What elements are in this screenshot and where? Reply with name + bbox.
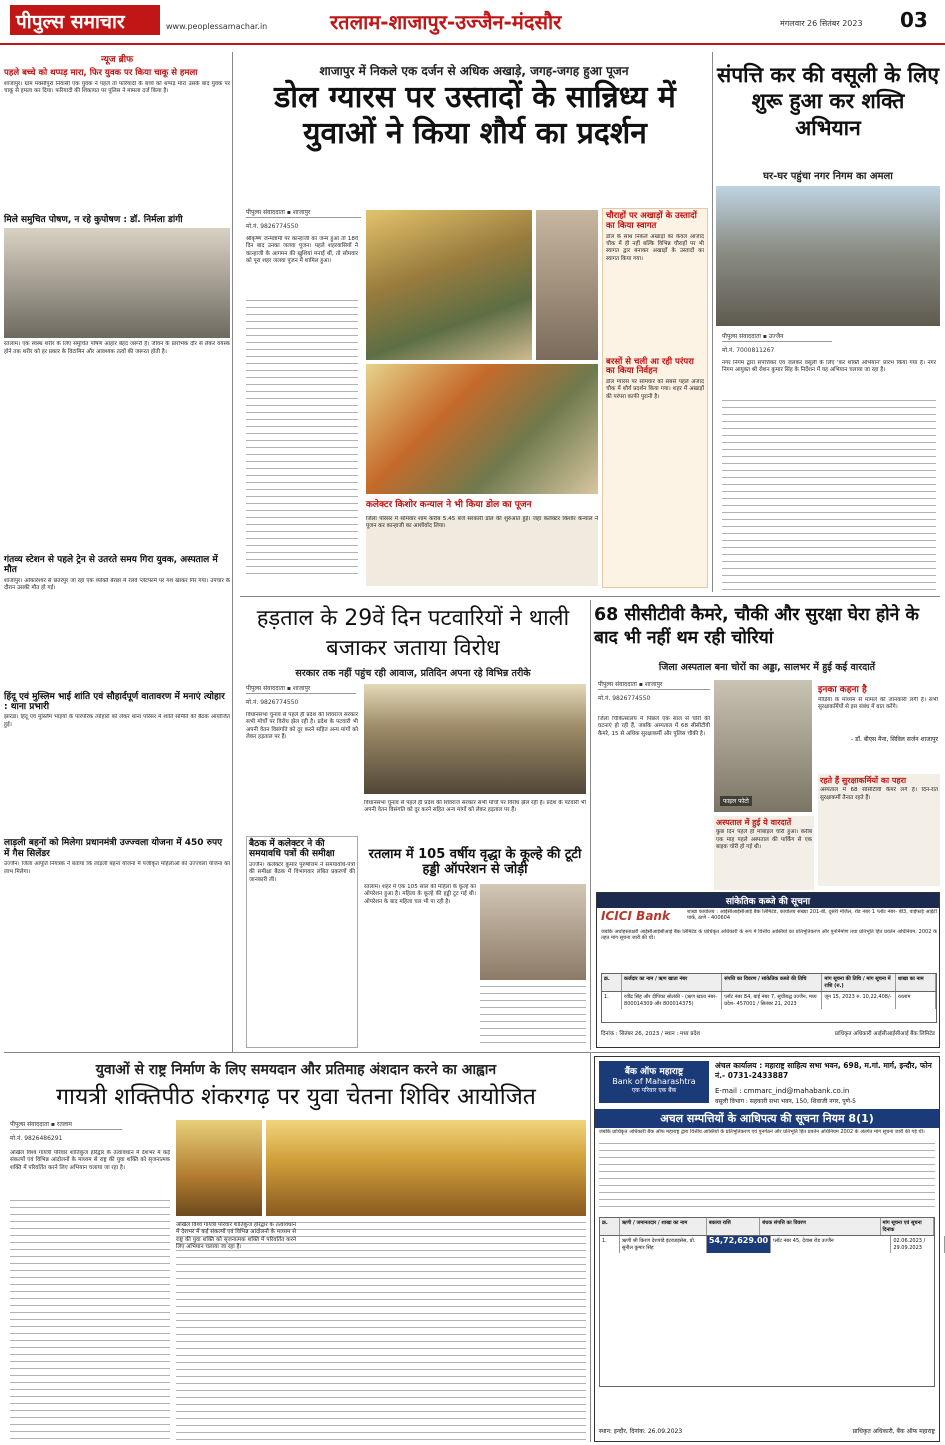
property-byline-name: पीपुल्स संवाददाता — [722, 333, 761, 340]
lead-body-lines — [246, 300, 358, 580]
bom-table-row — [600, 1236, 934, 1253]
bom-office: अंचल कार्यालय : महाराष्ट्र साहित्य सभा भवन, 698, म.गां. मार्ग, इन्दौर, फोन नं.- 0731-2433887 — [715, 1061, 932, 1080]
property-mobile: मो.नं. 7000811267 — [722, 347, 775, 354]
strike-body-2: विधानसभा चुनाव से पहले ही प्रदेश की शिवराज सरकार सभी मोर्चों पर विरोध झेल रही है। प्रदेश के पटवारी भी अपनी वेतन विसंगति को दूर करने सहित अन्य मांगों को लेकर हड़ताल पर हैं। — [364, 800, 586, 814]
bom-head-cell: ऋणी / जमानतदार / शाखा का नाम — [620, 1218, 707, 1235]
cctv-box-2 — [818, 774, 940, 886]
cctv-mobile: मो.नं. 9826774550 — [598, 695, 651, 702]
strike-box-text: उज्जैन। कलेक्टर कुमार पुरुषोत्तम ने समयावधि-पत्रों की समीक्षा बैठक में विभागवार लंबित प्रकरणों की जानकारी ली। — [249, 861, 355, 883]
lead-caption-text: जिला परिसर में सोमवार शाम करीब 5.45 बजे सरकारी डोल की शुरुआत हुई। जहां कलेक्टर किशोर कन्याल ने पूजन कर कान्हाजी का आशीर्वाद लिया। — [366, 516, 598, 586]
bom-head-cell: बंधक संपत्ति का विवरण — [760, 1218, 880, 1235]
property-body-lines — [722, 400, 936, 590]
icici-table-row — [602, 992, 936, 1009]
cctv-quote-text: मीडिया के माध्यम से मामले की जानकारी लगी है। सभी सुरक्षाकर्मियों से इस संबंध में बात करेंगे। — [818, 697, 938, 711]
icici-sign: प्राधिकृत अधिकारी आईसीआईसीआई बैंक लिमिटेड — [834, 1031, 935, 1037]
bom-notice — [594, 1056, 940, 1442]
property-byline: पीपुल्स संवाददाता ▪ उज्जैन — [722, 332, 832, 342]
icici-head-cell: कर्जदार का नाम / ऋण खाता नंबर — [622, 974, 722, 991]
cctv-box2-text: अस्पताल में 68 सीसीटीवी कैमरे लगे हैं। दिन-रात सुरक्षाकर्मी तैनात रहते हैं। — [820, 787, 938, 801]
cctv-box2-title: रहते हैं सुरक्षाकर्मियों का पहरा — [820, 776, 907, 785]
website-link[interactable]: www.peoplessamachar.in — [166, 22, 268, 31]
bom-row-cell: प्लॉट नंबर 45, देवास रोड उज्जैन — [771, 1236, 891, 1253]
cctv-box1-title: अस्पताल में हुई ये वारदातें — [716, 818, 792, 827]
icici-logo: ICICI Bank — [601, 909, 670, 923]
cctv-box-1 — [714, 816, 814, 890]
lead-caption: कलेक्टर किशोर कन्याल ने भी किया डोल का पूजन — [366, 500, 532, 510]
cctv-byline-name: पीपुल्स संवाददाता — [598, 681, 637, 688]
gayatri-byline-name: पीपुल्स संवाददाता — [10, 1121, 49, 1128]
icici-row-cell: रतलाम — [896, 992, 936, 1009]
gayatri-headline: गायत्री शक्तिपीठ शंकरगढ़ पर युवा चेतना शिविर आयोजित — [56, 1084, 536, 1110]
property-byline-city: उज्जैन — [768, 333, 784, 340]
lead-side2-title: बरसों से चली आ रही परंपरा का किया निर्वहन — [606, 356, 694, 377]
bom-table-header — [600, 1218, 934, 1236]
dol-photo-2 — [536, 210, 598, 360]
elderly-body-lines — [480, 986, 586, 1046]
lead-side1-title: चौराहों पर अखाड़ों के उस्तादों का किया स्वागत — [606, 211, 697, 231]
property-headline: संपत्ति कर की वसूली के लिए शुरू हुआ कर शक्ति अभियान — [717, 63, 939, 140]
bom-row-cell: 1. — [600, 1236, 620, 1253]
strike-sub: सरकार तक नहीं पहुंच रही आवाज, प्रतिदिन अपना रहे विभिन्न तरीके — [295, 668, 531, 679]
bom-sign: प्राधिकृत अधिकारी, बैंक ऑफ महाराष्ट्र — [852, 1428, 935, 1435]
strike-box-title: बैठक में कलेक्टर ने की समयावधि पत्रों की समीक्षा — [249, 839, 335, 860]
column-divider — [590, 600, 591, 1050]
news-brief-label: न्यूज ब्रीफ — [100, 55, 134, 65]
property-body: नगर निगम द्वारा संपत्तिकर एवं जलकर वसूली के लिए 'कर शक्ति अभियान' प्रारंभ किया गया है। नगर निगम आयुक्त श्री रोशन कुमार सिंह के निर्देशन में यह अभियान चलाया जा रहा है। — [722, 360, 936, 374]
gayatri-mobile: मो.नं. 9826486291 — [10, 1135, 63, 1142]
lead-byline-name: पीपुल्स संवाददाता — [246, 209, 285, 216]
column-divider — [712, 52, 713, 592]
bom-recovery: वसूली विभाग : सहकारी सभा भवन, 150, शिवाजी नगर, पुणे-5 — [715, 1098, 856, 1105]
brief-3-text: शाजापुर। ओंकारेश्वर से छतरपुर जा रहा एक व्यक्ति बेरछा में रेलवे प्लेटफार्म पर गश खाकर गिर गया। उपचार के दौरान उसकी मौत हो गई। — [4, 577, 230, 592]
edition-date: मंगलवार 26 सितंबर 2023 — [780, 19, 863, 28]
bom-row-cell: 54,72,629.00 — [707, 1236, 771, 1253]
section-divider — [240, 596, 940, 597]
brief-2-text: रतलाम। एक स्वस्थ शरीर के लिए समुचित पोषण आहार बेहद जरूरी है। जीवन के प्रारंभिक दौर से लेकर वयस्क होने तक शरीर को हर प्रकार के विटामिन और आवश्यक तत्वों की जरूरत होती है। — [4, 341, 230, 355]
strike-box — [246, 836, 358, 1048]
cctv-sub: जिला अस्पताल बना चोरों का अड्डा, सालभर में हुई कई वारदातें — [658, 662, 876, 673]
brand-logo: पीपुल्स समाचार — [10, 5, 160, 35]
lead-side2-text: डोल ग्यारस पर सोमवार को सबसे पहले अजाद चौक में शौर्य प्रदर्शन किया गया। शहर में अखाड़ों की परंपरा काफी पुरानी है। — [606, 379, 704, 400]
lead-body: श्रीकृष्ण जन्माष्टमी पर कान्हाजी का जन्म हुआ तो 18वें दिन बाद उनका जलवा पूजन। पहले शहरवासियों ने कान्हाजी के आगमन की खुशियां मनाईं थीं, तो सोमवार को पूरा शहर जलवा पूजन में शामिल हुआ। — [246, 236, 358, 265]
cctv-quote-title: इनका कहना है — [818, 685, 867, 695]
brief-5-title: लाड़ली बहनों को मिलेगा प्रधानमंत्री उज्ज्वला योजना में 450 रुपए में गैस सिलेंडर — [4, 838, 223, 859]
bom-row-cell: 02.06.2023 / 29.09.2023 — [891, 1236, 944, 1253]
icici-row-cell: रवींद्र सिंह और दीपिका सोलंकी - (ऋण खाता नंबर- 800014309 और 800014375) — [622, 992, 722, 1009]
strike-headline: हड़ताल के 29वें दिन पटवारियों ने थाली बजाकर जताया विरोध — [256, 606, 570, 661]
lead-side1-text: डोल के साथ निकले अखाड़ों का केवल आजाद चौक में ही नहीं बल्कि विभिन्न चौराहों पर भी स्वागत द्वार बनाकर अखाड़ों के उस्तादों का स्वागत किया गया। — [606, 233, 704, 262]
cctv-photo-caption: फाइल फोटो — [720, 796, 752, 806]
dol-photo-3 — [366, 364, 598, 494]
page-number: 03 — [900, 8, 928, 32]
icici-title: सांकेतिक कब्जे की सूचना — [597, 893, 939, 908]
strike-body: विधानसभा चुनाव से पहले ही प्रदेश की शिवराज सरकार सभी मोर्चों पर विरोध झेल रही है। प्रदेश के पटवारी भी अपनी वेतन विसंगति को दूर करने सहित अन्य मांगों को लेकर हड़ताल पर हैं। — [246, 712, 358, 741]
strike-mobile: मो.नं. 9826774550 — [246, 699, 299, 706]
brief-1-text: शाजापुर। ग्राम मक्सीपुरा निवासी एक युवक ने पहले तो फरियादी के बच्चे को थप्पड़ मारा उसके बाद युवक पर चाकू से हमला कर दिया। फरियादी की शिकायत पर पुलिस ने मामला दर्ज किया है। — [4, 80, 230, 95]
gayatri-photo-1 — [176, 1120, 262, 1216]
strike-byline: पीपुल्स संवाददाता ▪ शाजापुर — [246, 684, 356, 694]
cctv-photo — [714, 680, 812, 812]
bom-row-cell: ऋणी श्री किरण देशपांडे इंटरप्राइसेस, प्रो. सुनील कुमार सिंह — [620, 1236, 707, 1253]
icici-head-cell: क्र. — [602, 974, 622, 991]
property-sub: घर-घर पहुंचा नगर निगम का अमला — [763, 171, 893, 182]
brief-5-text: उज्जैन। जिला आपूर्ति नियंत्रक ने बताया कि लाड़ली बहना योजना में पंजीकृत महिलाओं को उज्ज्वला योजना का लाभ मिलेगा। — [4, 861, 230, 875]
icici-head-cell: संपत्ति का विवरण / सांकेतिक कब्जे की तिथि — [722, 974, 822, 991]
icici-row-cell: 1. — [602, 992, 622, 1009]
bom-head-cell: क्र. — [600, 1218, 620, 1235]
gayatri-kicker: युवाओं से राष्ट्र निर्माण के लिए समयदान और प्रतिमाह अंशदान करने का आह्वान — [95, 1062, 497, 1078]
gayatri-body-2: अखिल विश्व गायत्री परिवार शांतिकुंज हरिद्वार के तत्वावधान में देशभर में कई संकल्पों एवं विभिन्न आंदोलनों के माध्यम से राष्ट्र की युवा शक्ति को सृजनात्मक शक्ति में परिवर्तित करने लिए अभियान चलाया जा रहा है। — [176, 1222, 296, 1251]
brief-4-title: हिंदू एवं मुस्लिम भाई शांति एवं सौहार्दपूर्ण वातावरण में मनाएं त्योहार : थाना प्रभारी — [4, 691, 225, 713]
cctv-byline-city: शाजापुर — [644, 681, 663, 688]
elderly-headline: रतलाम में 105 वर्षीय वृद्धा के कूल्हे की टूटी हड्डी ऑपरेशन से जोड़ी — [368, 847, 582, 877]
column-divider — [232, 52, 233, 1052]
section-divider — [4, 1052, 940, 1053]
strike-photo — [364, 684, 586, 794]
bom-bank-name: बैंक ऑफ महाराष्ट्र — [624, 1067, 684, 1077]
strike-byline-name: पीपुल्स संवाददाता — [246, 685, 285, 692]
property-photo — [716, 186, 940, 326]
edition-title: रतलाम-शाजापुर-उज्जैन-मंदसौर — [330, 10, 562, 34]
lead-byline: पीपुल्स संवाददाता ▪ शाजापुर — [246, 208, 361, 218]
bom-head-cell: बकाया राशि — [707, 1218, 760, 1235]
bom-tagline: एक परिवार एक बैंक — [631, 1087, 677, 1094]
icici-table — [601, 973, 937, 1023]
bom-bank-name-en: Bank of Maharashtra — [612, 1077, 696, 1086]
bom-logo — [599, 1061, 709, 1103]
gayatri-byline: पीपुल्स संवाददाता ▪ रतलाम — [10, 1120, 122, 1130]
column-divider — [590, 1052, 591, 1442]
icici-table-header — [602, 974, 936, 992]
icici-head-cell: मांग सूचना की तिथि / मांग सूचना में राशि (रु.) — [822, 974, 895, 991]
bom-email: E-mail : cmmarc_ind@mahabank.co.in — [715, 1087, 850, 1095]
lead-sidebar — [602, 208, 708, 588]
brief-4-text: झारडा। हिंदू एवं मुस्लिम भाइयों के पारंपरिक त्योहारों को लेकर थाना परिसर में शांति समिति की बैठक आयोजित हुई। — [4, 714, 230, 728]
icici-branch: शाखा कार्यालय : आईसीआईसीआई बैंक लिमिटेड, कार्यालय संख्या 201-बी, दूसरी मंजिल, रोड नंबर 1 प्लॉट नंबर- बी3, वाईफाई आईटी पार्क, ठाणे - 400604 — [687, 909, 937, 921]
dol-photo-1 — [366, 210, 532, 360]
bom-footer: स्थान: इन्दौर, दिनांक: 26.09.2023 — [599, 1428, 683, 1435]
lead-headline: डोल ग्यारस पर उस्तादों के सान्निध्य में युवाओं ने किया शौर्य का प्रदर्शन — [274, 80, 676, 151]
lead-byline-city: शाजापुर — [292, 209, 311, 216]
icici-head-cell: शाखा का नाम — [896, 974, 936, 991]
cctv-byline: पीपुल्स संवाददाता ▪ शाजापुर — [598, 680, 710, 690]
gayatri-byline-city: रतलाम — [56, 1121, 72, 1128]
icici-row-cell: प्लॉट नंबर 84, बाई नंबर 7, सूचीबद्ध उज्जैन, मध्य प्रदेश- 457001 / सितंबर 21, 2023 — [722, 992, 822, 1009]
cctv-quote — [816, 680, 940, 770]
elderly-body: रतलाम। शहर में एक 105 साल की महिला के कूल्हे का ऑपरेशन हुआ है। महिला के कूल्हे की हड्डी टूट गई थी। ऑपरेशन के बाद महिला चल भी पा रही है। — [364, 884, 476, 905]
bom-body-lines — [599, 1143, 935, 1213]
brief-3-title: गंतव्य स्टेशन से पहले ट्रेन से उतरते समय गिरा युवक, अस्पताल में मौत — [4, 555, 218, 576]
gayatri-columns — [176, 1222, 586, 1440]
icici-row-cell: जून 15, 2023 रु. 10,22,408/- — [822, 992, 895, 1009]
icici-body: जबकि अधोहस्ताक्षरी आईसीआईसीआई बैंक लिमिटेड के प्राधिकृत अधिकारी के रूप में वित्तीय आस्तियों का प्रतिभूतिकरण और पुनर्निर्माण तथा प्रतिभूति हित प्रवर्तन अधिनियम, 2002 के तहत मांग सूचना जारी की थी। — [601, 929, 937, 941]
gayatri-photo-2 — [266, 1120, 586, 1216]
brief-2-title: मिले समुचित पोषण, न रहे कुपोषण : डॉ. निर्मला डांगी — [4, 214, 183, 225]
lead-kicker: शाजापुर में निकले एक दर्जन से अधिक अखाड़े, जगह-जगह हुआ पूजन — [319, 64, 629, 78]
lead-mobile: मो.नं. 9826774550 — [246, 223, 299, 230]
nutrition-photo — [4, 228, 230, 338]
bom-table — [599, 1217, 935, 1387]
masthead — [0, 0, 945, 45]
brief-1-title: पहले बच्चे को थप्पड़ मारा, फिर युवक पर किया चाकू से हमला — [4, 68, 198, 78]
cctv-box1-text: कुछ दिन पहले ही मोबाइल चोरी हुआ। करीब एक माह पहले अस्पताल की पार्किंग से एक बाइक चोरी हो गई थी। — [716, 829, 812, 850]
gayatri-body-lines — [10, 1200, 170, 1440]
icici-notice — [596, 892, 940, 1048]
strike-byline-city: शाजापुर — [292, 685, 311, 692]
bom-title: अचल सम्पत्तियों के आधिपत्य की सूचना नियम 8(1) — [595, 1109, 939, 1128]
cctv-headline: 68 सीसीटीवी कैमरे, चौकी और सुरक्षा घेरा होने के बाद भी नहीं थम रही चोरियां — [594, 605, 919, 648]
bom-head-cell: मांग सूचना एवं सूचना दिनांक — [881, 1218, 934, 1235]
elderly-photo — [480, 884, 586, 980]
cctv-quote-by: - डॉ. बीएस मैना, सिविल सर्जन शाजापुर — [851, 736, 938, 743]
gayatri-body: अखिल विश्व गायत्री परिवार शांतिकुंज हरिद्वार के तत्वावधान में देशभर में कई संकल्पों एवं विभिन्न आंदोलनों के माध्यम से राष्ट्र की युवा शक्ति को सृजनात्मक शक्ति में परिवर्तित करने लिए अभियान चलाया जा रहा है। — [10, 1150, 170, 1171]
cctv-body: जिला चिकित्सालय में पिछले एक साल से चोरी की घटनाएं हो रही हैं, जबकि अस्पताल में 68 सीसीटीवी कैमरे, 15 से अधिक सुरक्षाकर्मी और पुलिस चौकी है। — [598, 716, 710, 737]
bom-body: जबकि प्राधिकृत अधिकारी बैंक ऑफ महाराष्ट्र द्वारा वित्तीय आस्तियों के प्रतिभूतिकरण एवं पुनर्गठन और प्रतिभूति हित प्रवर्तन अधिनियम 2002 के अंतर्गत मांग सूचना जारी की गई थी। — [599, 1129, 925, 1135]
left-column — [4, 52, 230, 1052]
icici-footer: दिनांक : सितंबर 26, 2023 / स्थान : मध्य प्रदेश — [601, 1031, 701, 1037]
